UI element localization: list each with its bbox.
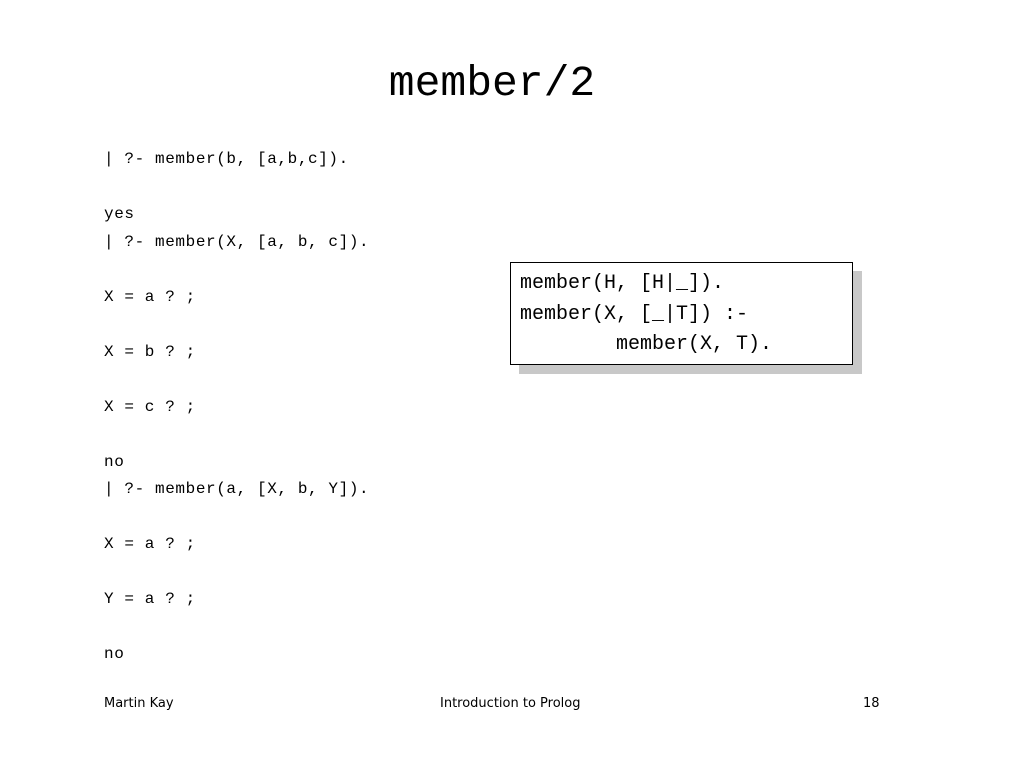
transcript-line (104, 366, 369, 394)
transcript-line: | ?- member(b, [a,b,c]). (104, 150, 349, 168)
code-line: member(X, [_|T]) :- (520, 302, 749, 326)
transcript-line: no (104, 645, 125, 663)
transcript-line: X = c ? ; (104, 397, 196, 416)
transcript-line (104, 311, 369, 339)
transcript-line (104, 256, 369, 284)
slide-title: member/2 (388, 59, 596, 108)
transcript-line (104, 174, 369, 202)
code-box (510, 262, 853, 365)
transcript-line (104, 559, 369, 587)
transcript-line: X = b ? ; (104, 342, 196, 361)
transcript-line: X = a ? ; (104, 287, 196, 306)
transcript-line: yes (104, 205, 135, 223)
footer-author: Martin Kay (104, 696, 174, 711)
transcript-line: X = a ? ; (104, 535, 196, 553)
footer-course-title: Introduction to Prolog (440, 696, 581, 711)
transcript-line: Y = a ? ; (104, 590, 196, 608)
transcript-line: | ?- member(a, [X, b, Y]). (104, 480, 370, 498)
member-definition-box (510, 262, 853, 365)
prolog-session-transcript (104, 146, 369, 669)
transcript-line (104, 504, 369, 532)
footer-page-number: 18 (863, 696, 880, 711)
transcript-line: no (104, 452, 125, 471)
transcript-line: | ?- member(X, [a, b, c]). (104, 232, 370, 251)
code-line: member(X, T). (520, 333, 773, 356)
transcript-line (104, 421, 369, 449)
code-line: member(H, [H|_]). (520, 272, 725, 295)
transcript-line (104, 614, 369, 642)
